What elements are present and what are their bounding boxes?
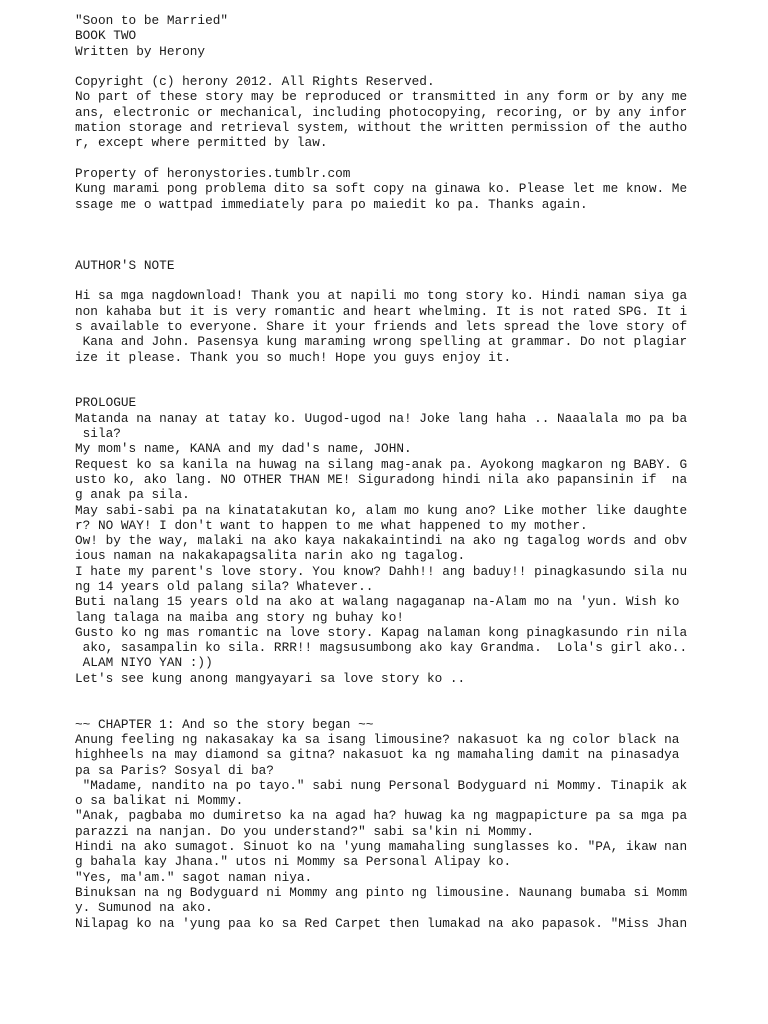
text-line: Request ko sa kanila na huwag na silang mag-anak pa. Ayokong magkaron ng BABY. G [75,456,688,472]
text-line: Hi sa mga nagdownload! Thank you at napili mo tong story ko. Hindi naman siya ga [75,288,688,304]
text-line: BOOK TWO [75,28,137,44]
text-line: ako, sasampalin ko sila. RRR!! magsusumbong ako kay Grandma. Lola's girl ako.. [75,640,688,656]
text-line: g anak pa sila. [75,487,190,503]
text-line: r, except where permitted by law. [75,135,328,151]
text-line: "Soon to be Married" [75,13,229,28]
text-line: Anung feeling ng nakasakay ka sa isang limousine? nakasuot ka ng color black na [75,731,680,747]
text-line: Ow! by the way, malaki na ako kaya nakakaintindi na ako ng tagalog words and obv [75,533,688,549]
text-line: Binuksan na ng Bodyguard ni Mommy ang pinto ng limousine. Naunang bumaba si Momm [75,884,688,900]
document-page [75,13,765,931]
text-line: Kung marami pong problema dito sa soft copy na ginawa ko. Please let me know. Me [75,181,688,197]
text-line: "Madame, nandito na po tayo." sabi nung Personal Bodyguard ni Mommy. Tinapik ak [75,777,688,793]
text-line: g bahala kay Jhana." utos ni Mommy sa Personal Alipay ko. [75,854,512,870]
text-line [75,59,765,74]
text-line: Copyright (c) herony 2012. All Rights Reserved. [75,74,435,90]
text-line: I hate my parent's love story. You know? Dahh!! ang baduy!! pinagkasundo sila nu [75,563,688,579]
text-line: May sabi-sabi pa na kinatatakutan ko, alam mo kung ano? Like mother like daughte [75,502,688,518]
text-line: pa sa Paris? Sosyal di ba? [75,762,274,778]
text-line: r? NO WAY! I don't want to happen to me what happened to my mother. [75,517,588,533]
text-line: My mom's name, KANA and my dad's name, JOHN. [75,441,412,457]
text-line [75,686,765,701]
text-line: highheels na may diamond sa gitna? nakasuot ka ng mamahaling damit na pinasadya [75,747,680,763]
text-line: PROLOGUE [75,395,137,411]
text-line [75,273,765,288]
text-line: ng 14 years old palang sila? Whatever.. [75,578,374,594]
text-line: ALAM NIYO YAN :)) [75,655,213,671]
text-line: ans, electronic or mechanical, including photocopying, recoring, or by any infor [75,104,688,120]
text-line [75,212,765,227]
text-line: lang talaga na maiba ang story ng buhay ko! [75,609,405,625]
text-line: ~~ CHAPTER 1: And so the story began ~~ [75,716,374,732]
text-line: ssage me o wattpad immediately para po maiedit ko pa. Thanks again. [75,196,588,212]
text-line: Kana and John. Pasensya kung maraming wrong spelling at grammar. Do not plagiar [75,334,688,350]
text-line: Matanda na nanay at tatay ko. Uugod-ugod na! Joke lang haha .. Naaalala mo pa ba [75,410,688,426]
text-line: ious naman na nakakapagsalita narin ako ng tagalog. [75,548,466,564]
text-line: Buti nalang 15 years old na ako at walang nagaganap na-Alam mo na 'yun. Wish ko [75,594,680,610]
text-line [75,380,765,395]
text-line: "Yes, ma'am." sagot naman niya. [75,869,313,885]
text-line: AUTHOR'S NOTE [75,257,175,273]
text-line: Nilapag ko na 'yung paa ko sa Red Carpet then lumakad na ako papasok. "Miss Jhan [75,915,688,931]
text-line [75,242,765,257]
text-line: "Anak, pagbaba mo dumiretso ka na agad ha? huwag ka ng magpapicture pa sa mga pa [75,808,688,824]
text-line: sila? [75,426,121,442]
text-line: y. Sumunod na ako. [75,900,213,916]
text-line: Gusto ko ng mas romantic na love story. Kapag nalaman kong pinagkasundo rin nila [75,624,688,640]
text-line: parazzi na nanjan. Do you understand?" sabi sa'kin ni Mommy. [75,823,535,839]
text-line: ize it please. Thank you so much! Hope you guys enjoy it. [75,349,512,365]
text-line: non kahaba but it is very romantic and heart whelming. It is not rated SPG. It i [75,303,688,319]
text-line: Hindi na ako sumagot. Sinuot ko na 'yung mamahaling sunglasses ko. "PA, ikaw nan [75,839,688,855]
text-line [75,227,765,242]
text-line: mation storage and retrieval system, without the written permission of the autho [75,120,688,136]
text-line: Written by Herony [75,43,206,59]
text-line: Let's see kung anong mangyayari sa love story ko .. [75,670,466,686]
text-line: Property of heronystories.tumblr.com [75,165,351,181]
text-line: o sa balikat ni Mommy. [75,793,244,809]
text-line [75,701,765,716]
text-line: s available to everyone. Share it your friends and lets spread the love story of [75,318,688,334]
text-line: No part of these story may be reproduced or transmitted in any form or by any me [75,89,688,105]
text-line [75,365,765,380]
text-line [75,151,765,166]
text-line: usto ko, ako lang. NO OTHER THAN ME! Siguradong hindi nila ako papansinin if na [75,471,688,487]
